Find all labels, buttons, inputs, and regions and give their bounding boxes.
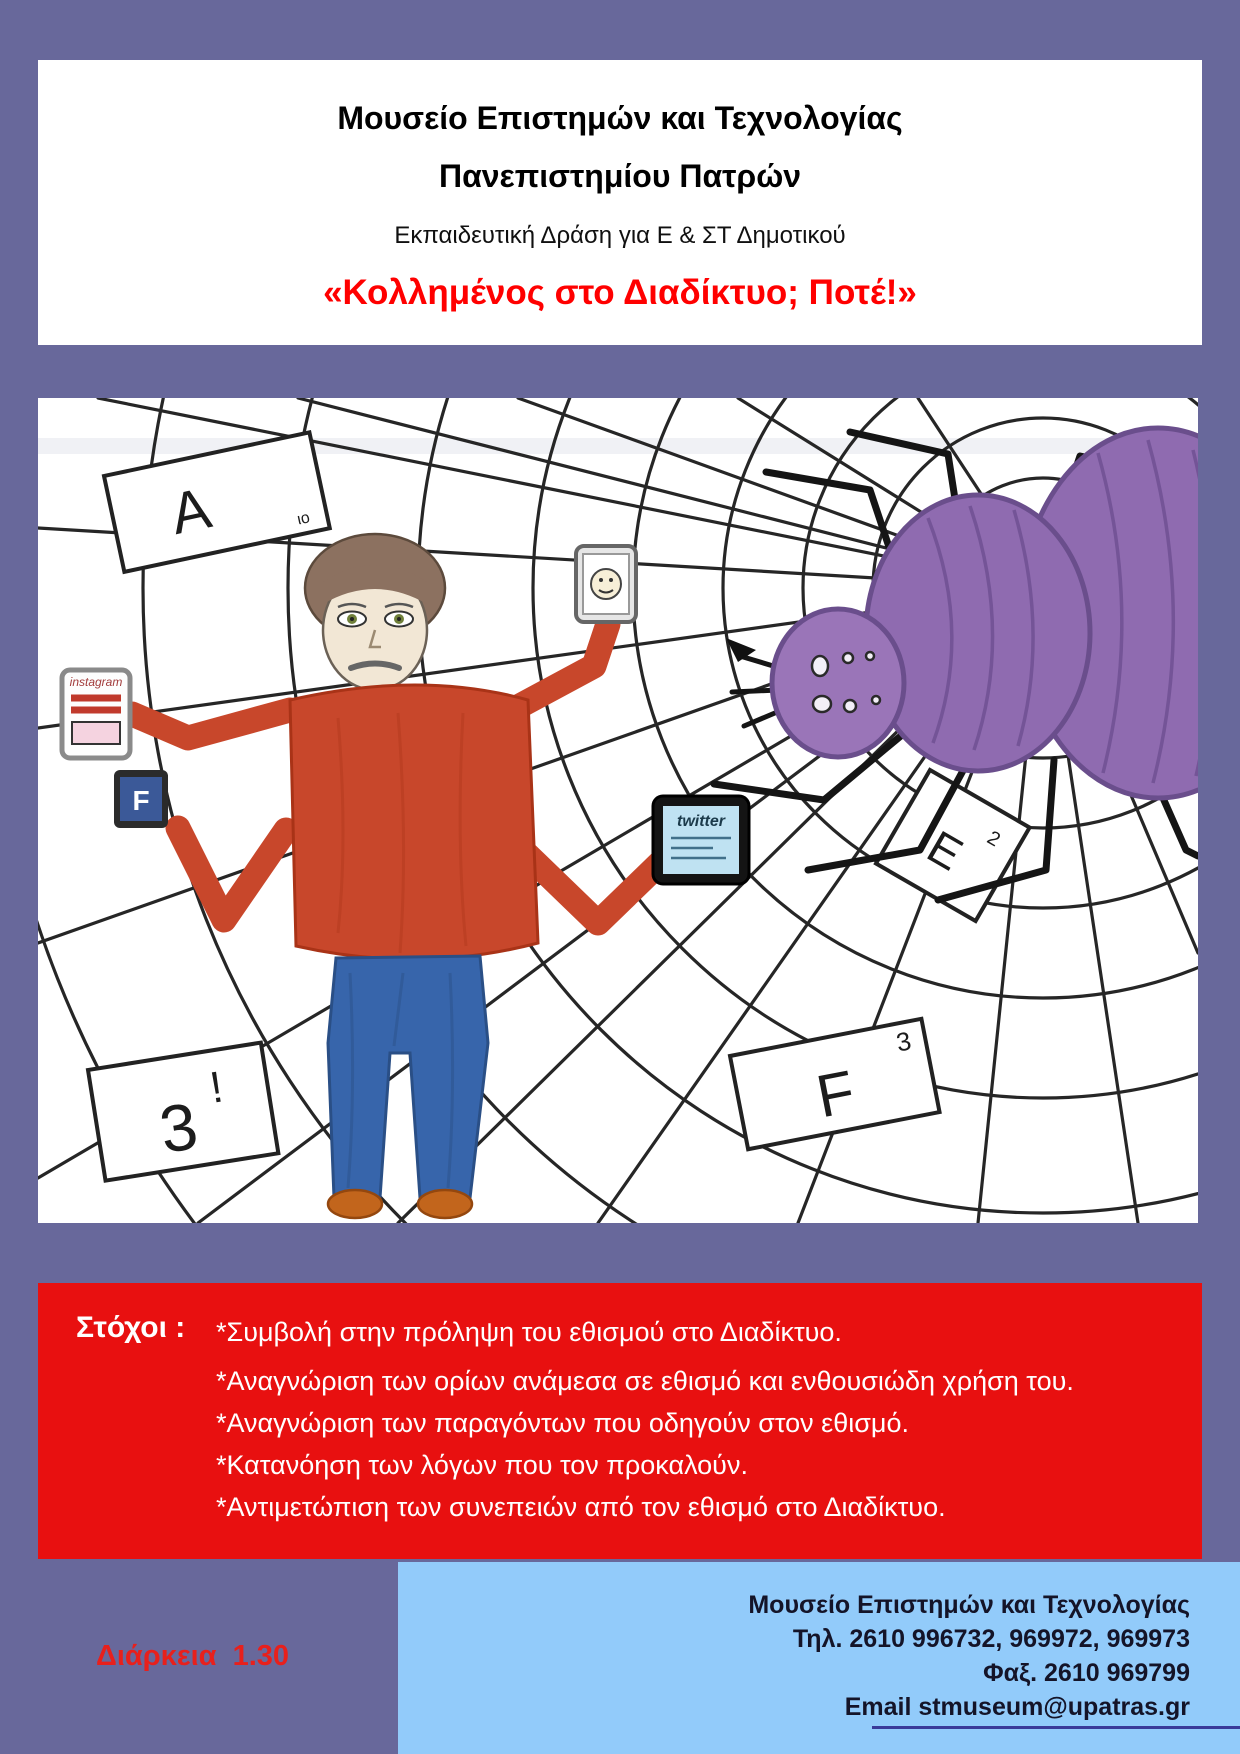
facebook-device: [114, 770, 168, 828]
header-card: [38, 60, 1202, 345]
paper-a-letter: A: [164, 475, 217, 548]
objectives-list: [216, 1311, 1074, 1559]
web-drawing: [38, 398, 1198, 1223]
bottom-rule: [872, 1726, 1240, 1729]
objective-item: *Αντιμετώπιση των συνεπειών από τον εθισμό στο Διαδίκτυο.: [216, 1492, 946, 1522]
paper-e-letter: E: [918, 820, 972, 881]
paper-f-superscript: 3: [893, 1025, 914, 1058]
paper-3-digit: 3: [154, 1088, 203, 1167]
objective-item: *Συμβολή στην πρόληψη του εθισμού στο Διαδίκτυο.: [216, 1317, 842, 1347]
objective-item: *Κατανόηση των λόγων που τον προκαλούν.: [216, 1450, 748, 1480]
contact-fax: Φαξ. 2610 969799: [983, 1659, 1190, 1687]
contact-email: Email stmuseum@upatras.gr: [844, 1693, 1190, 1721]
program-slogan: «Κολλημένος στο Διαδίκτυο; Ποτέ!»: [323, 273, 917, 312]
objective-item: *Αναγνώριση των ορίων ανάμεσα σε εθισμό και ενθουσιώδη χρήση του.: [216, 1366, 1074, 1396]
facebook-label: F: [132, 785, 150, 816]
paper-f-letter: F: [811, 1057, 860, 1131]
person-shoe-right: [418, 1190, 472, 1218]
paper-tile-f: [730, 1019, 940, 1149]
illustration-panel: [38, 398, 1198, 1223]
contact-museum-name: Μουσείο Επιστημών και Τεχνολογίας: [748, 1591, 1190, 1619]
objectives-heading: Στόχοι :: [76, 1311, 186, 1344]
program-subtitle: Εκπαιδευτική Δράση για Ε & ΣΤ Δημοτικού: [394, 222, 846, 249]
museum-title-line1: Μουσείο Επιστημών και Τεχνολογίας: [337, 100, 903, 136]
selfie-phone-device: [576, 546, 636, 622]
twitter-device: [653, 796, 749, 884]
person-shoe-left: [328, 1190, 382, 1218]
contact-phone: Τηλ. 2610 996732, 969972, 969973: [792, 1625, 1190, 1653]
objective-item: *Αναγνώριση των παραγόντων που οδηγούν στον εθισμό.: [216, 1408, 909, 1438]
twitter-label: twitter: [677, 813, 725, 830]
duration-label: Διάρκεια 1.30: [96, 1640, 290, 1672]
paper-a-note: ιο: [295, 509, 312, 529]
objectives-box: [38, 1283, 1202, 1559]
spider-head: [772, 609, 904, 757]
instagram-device: [62, 670, 130, 758]
instagram-label: instagram: [69, 675, 123, 689]
paper-tile-3: [88, 1043, 278, 1181]
museum-title-line2: Πανεπιστημίου Πατρών: [438, 158, 802, 194]
paper-e-superscript: 2: [983, 826, 1004, 852]
person-sweater: [290, 685, 538, 959]
paper-3-exclamation: !: [206, 1062, 227, 1113]
